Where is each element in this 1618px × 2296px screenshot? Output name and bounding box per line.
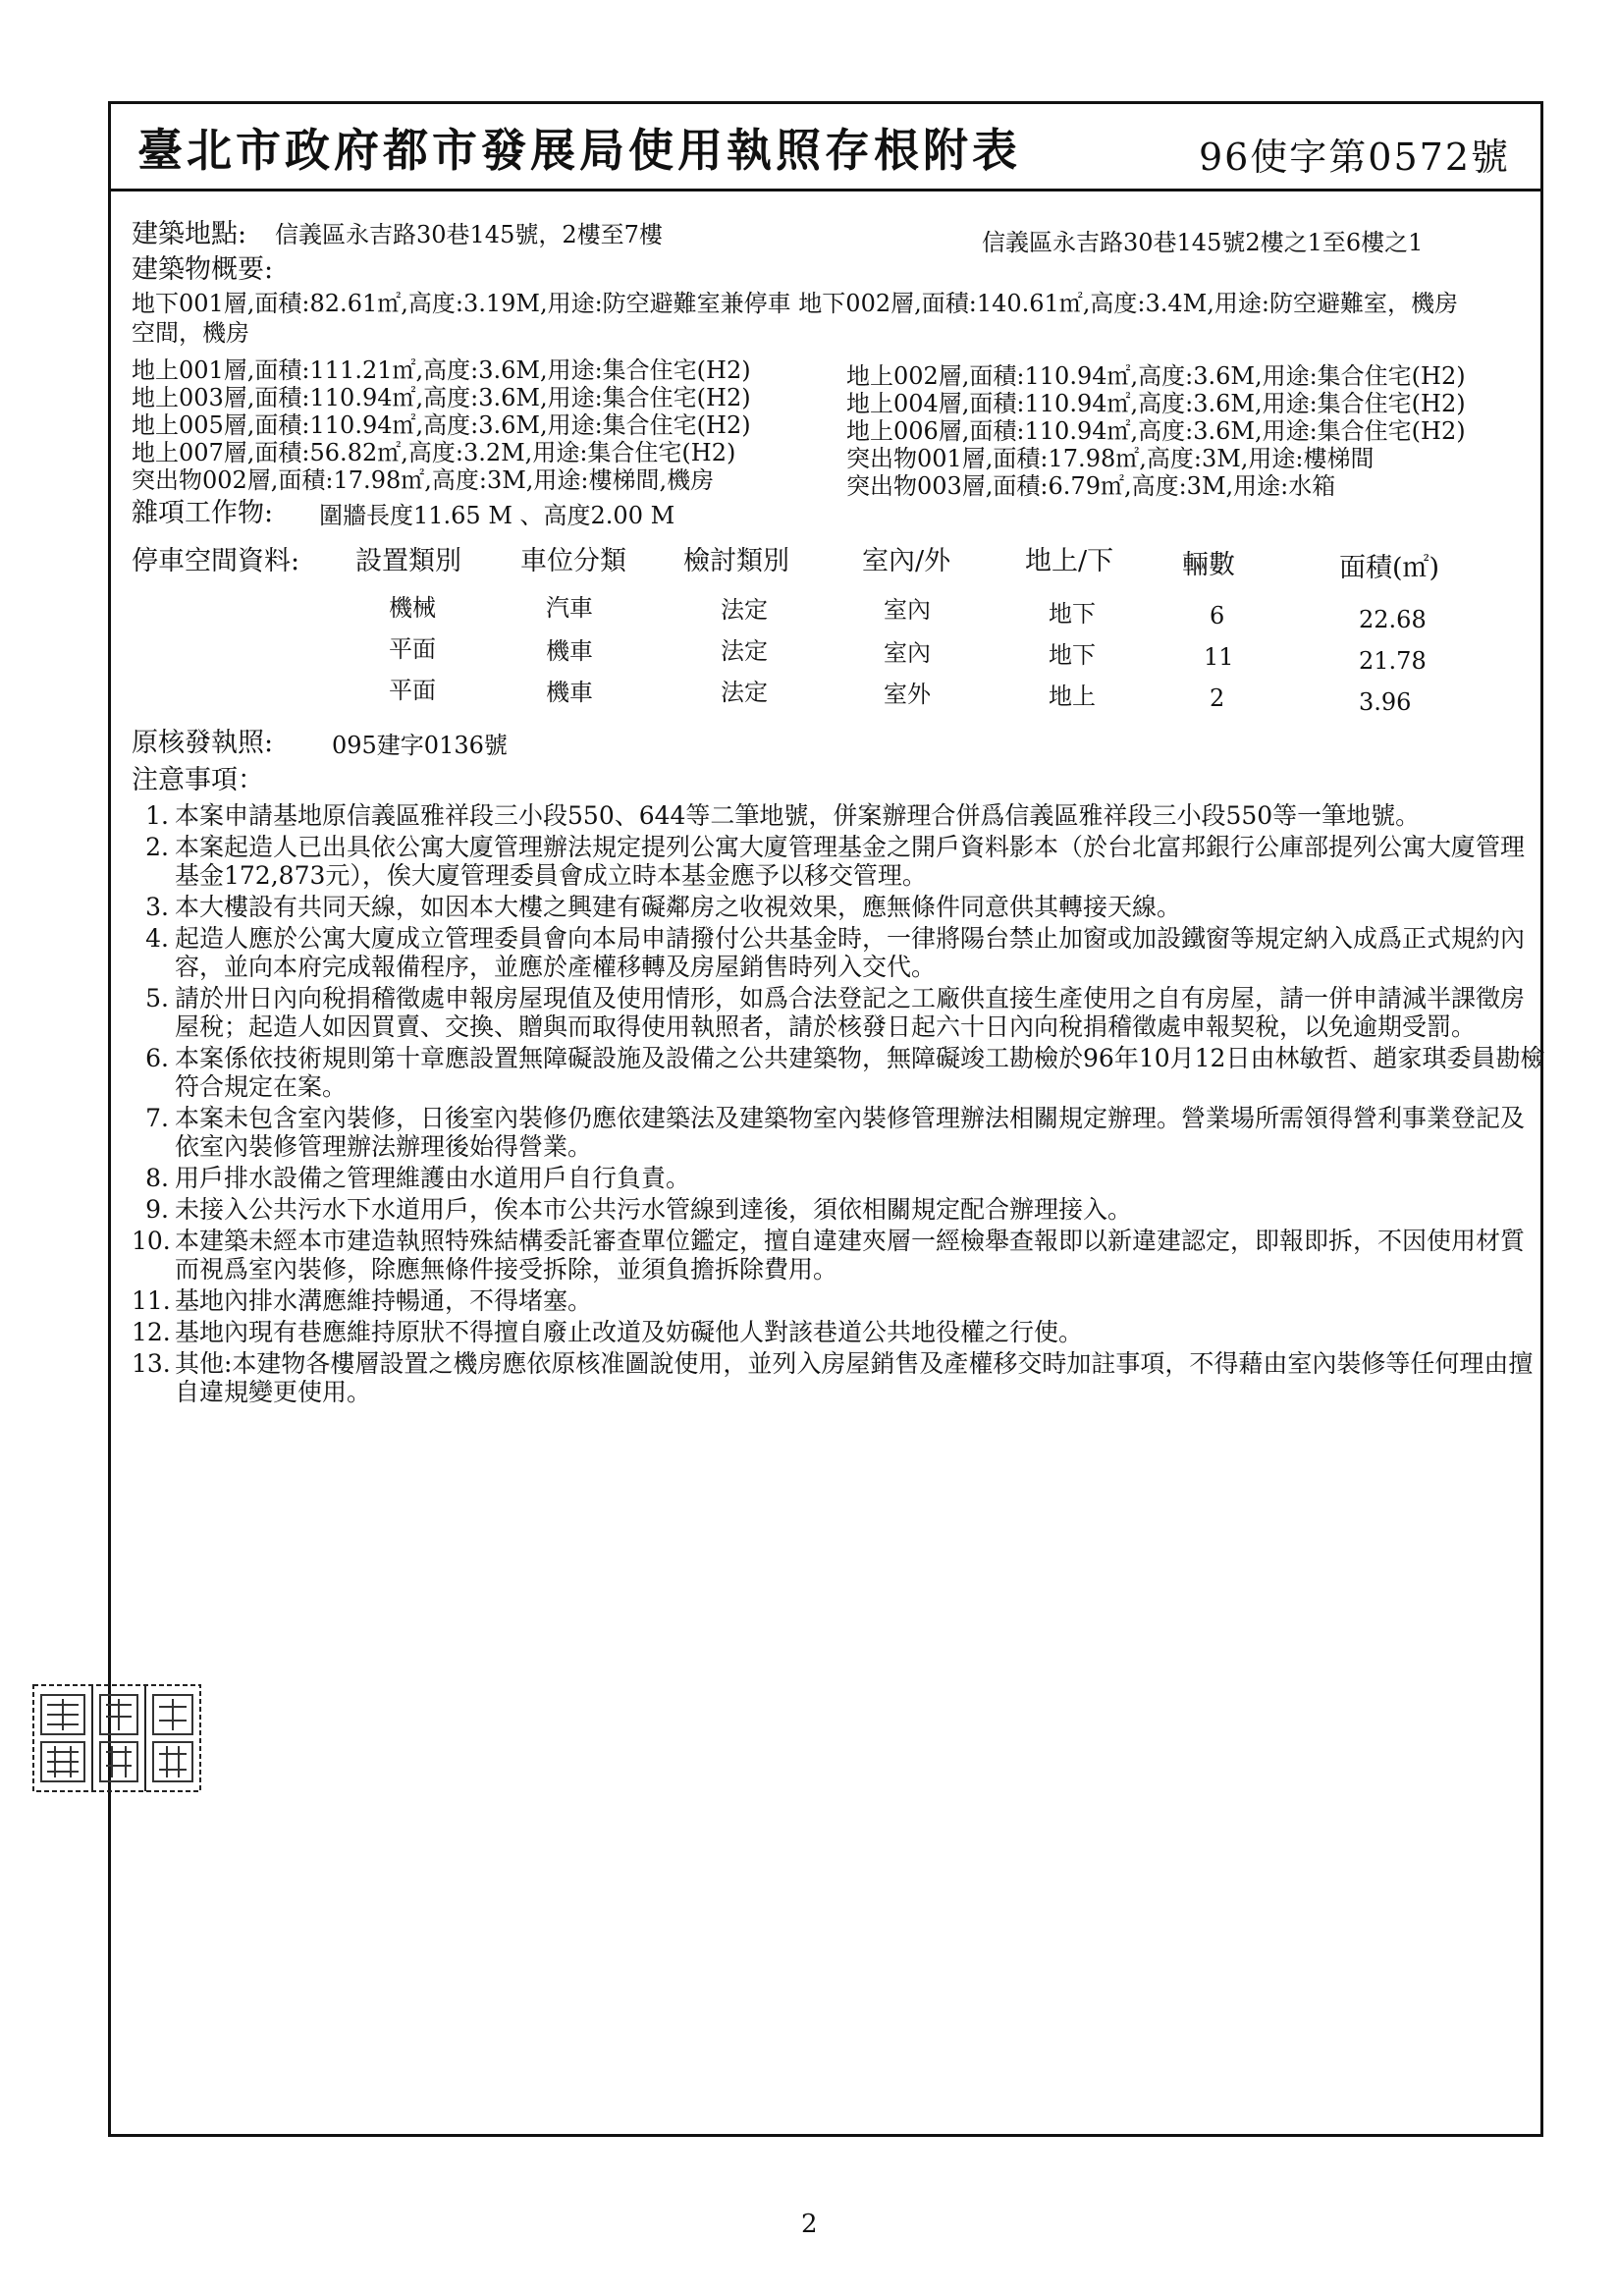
floor-left-5: 突出物002層,面積:17.98㎡,高度:3M,用途:樓梯間,機房	[132, 466, 715, 494]
note-number: 11.	[132, 1286, 171, 1315]
note-number: 2.	[145, 833, 169, 861]
note-item	[132, 1104, 1545, 1161]
note-number: 4.	[145, 924, 169, 953]
note-number: 7.	[145, 1104, 169, 1132]
parking-cell: 室外	[884, 681, 931, 708]
floor-left-3: 地上005層,面積:110.94㎡,高度:3.6M,用途:集合住宅(H2)	[132, 411, 751, 439]
note-text: 本案係依技術規則第十章應設置無障礙設施及設備之公共建築物，無障礙竣工勘檢於96年10月12日由林敏哲、趙家琪委員勘檢符合規定在案。	[175, 1044, 1545, 1101]
parking-cell: 法定	[721, 637, 768, 665]
note-item	[132, 801, 1545, 830]
parking-cell: 室內	[884, 639, 931, 667]
note-text: 本建築未經本市建造執照特殊結構委託審查單位鑑定，擅自違建夾層一經檢舉查報即以新違建認定，即報即拆，不因使用材質而視爲室內裝修，除應無條件接受拆除，並須負擔拆除費用。	[175, 1227, 1526, 1284]
parking-cell: 3.96	[1359, 688, 1412, 716]
floor-left-4: 地上007層,面積:56.82㎡,高度:3.2M,用途:集合住宅(H2)	[132, 439, 736, 466]
misc-label: 雜項工作物:	[132, 498, 274, 528]
title-row	[108, 101, 1543, 191]
misc-value: 圍牆長度11.65 M 、高度2.00 M	[319, 502, 675, 529]
note-item	[132, 1318, 1545, 1346]
parking-header-3: 檢討類別	[683, 546, 789, 576]
parking-header-6: 輛數	[1182, 550, 1235, 580]
notes-label: 注意事項：	[132, 765, 264, 795]
note-item	[132, 1164, 1545, 1192]
parking-cell: 法定	[721, 596, 768, 624]
note-number: 12.	[132, 1318, 171, 1346]
document-title: 臺北市政府都市發展局使用執照存根附表	[137, 124, 1021, 177]
note-item	[132, 924, 1545, 981]
note-number: 3.	[145, 893, 169, 921]
note-text: 用戶排水設備之管理維護由水道用戶自行負責。	[175, 1164, 691, 1192]
note-number: 10.	[132, 1227, 171, 1255]
note-text: 本案未包含室內裝修，日後室內裝修仍應依建築法及建築物室內裝修管理辦法相關規定辦理。營業場所需領得營利事業登記及依室內裝修管理辦法辦理後始得營業。	[175, 1104, 1526, 1161]
note-text: 本案起造人已出具依公寓大廈管理辦法規定提列公寓大廈管理基金之開戶資料影本（於台北富邦銀行公庫部提列公寓大廈管理基金172,873元），俟大廈管理委員會成立時本基金應予以移交管理。	[175, 833, 1526, 890]
parking-header-1: 設置類別	[355, 546, 461, 576]
note-number: 6.	[145, 1044, 169, 1072]
note-number: 8.	[145, 1164, 169, 1192]
parking-header-5: 地上/下	[1025, 546, 1114, 576]
parking-cell: 11	[1204, 643, 1234, 671]
note-item	[132, 893, 1545, 921]
note-item	[132, 1195, 1545, 1224]
parking-cell: 機車	[546, 637, 593, 665]
note-text: 本大樓設有共同天線，如因本大樓之興建有礙鄰房之收視效果，應無條件同意供其轉接天線。	[175, 893, 1182, 921]
floor-right-1: 地上002層,面積:110.94㎡,高度:3.6M,用途:集合住宅(H2)	[846, 362, 1466, 390]
note-item	[132, 984, 1545, 1041]
note-item	[132, 1286, 1545, 1315]
site-address-right: 信義區永吉路30巷145號2樓之1至6樓之1	[982, 229, 1424, 256]
note-text: 本案申請基地原信義區雅祥段三小段550、644等二筆地號，併案辦理合併爲信義區雅祥段三小段550等一筆地號。	[175, 801, 1421, 830]
note-item	[132, 1044, 1545, 1101]
note-item	[132, 1349, 1545, 1406]
floor-right-5: 突出物003層,面積:6.79㎡,高度:3M,用途:水箱	[846, 472, 1336, 500]
parking-cell: 機車	[546, 679, 593, 706]
floor-right-4: 突出物001層,面積:17.98㎡,高度:3M,用途:樓梯間	[846, 445, 1375, 472]
parking-header-2: 車位分類	[520, 546, 626, 576]
floor-right-2: 地上004層,面積:110.94㎡,高度:3.6M,用途:集合住宅(H2)	[846, 390, 1466, 417]
parking-cell: 21.78	[1359, 647, 1427, 675]
note-number: 1.	[145, 801, 169, 830]
note-number: 5.	[145, 984, 169, 1012]
parking-cell: 室內	[884, 596, 931, 624]
parking-cell: 地下	[1049, 600, 1096, 628]
basement-line-1: 地下001層,面積:82.61㎡,高度:3.19M,用途:防空避難室兼停車 地下002層,面積:140.61㎡,高度:3.4M,用途:防空避難室，機房	[132, 290, 1458, 317]
note-text: 基地內現有巷應維持原狀不得擅自廢止改道及妨礙他人對該巷道公共地役權之行使。	[175, 1318, 1084, 1346]
note-text: 未接入公共污水下水道用戶，俟本市公共污水管線到達後，須依相關規定配合辦理接入。	[175, 1195, 1133, 1224]
original-license-label: 原核發執照:	[132, 728, 274, 758]
note-text: 基地內排水溝應維持暢通，不得堵塞。	[175, 1286, 593, 1315]
note-number: 13.	[132, 1349, 171, 1378]
site-label: 建築地點:	[132, 219, 247, 249]
parking-header-7: 面積(㎡)	[1339, 553, 1440, 583]
parking-label: 停車空間資料:	[132, 546, 300, 576]
basement-line-2: 空間，機房	[132, 319, 249, 347]
parking-cell: 機械	[389, 594, 436, 622]
note-item	[132, 833, 1545, 890]
overview-label: 建築物概要:	[132, 254, 274, 285]
note-text: 起造人應於公寓大廈成立管理委員會向本局申請撥付公共基金時，一律將陽台禁止加窗或加設鐵窗等規定納入成爲正式規約內容，並向本府完成報備程序，並應於產權移轉及房屋銷售時列入交代。	[175, 924, 1526, 981]
parking-cell: 地下	[1049, 641, 1096, 669]
note-text: 請於卅日內向稅捐稽徵處申報房屋現值及使用情形，如爲合法登記之工廠供直接生產使用之自有房屋，請一併申請減半課徵房屋稅；起造人如因買賣、交換、贈與而取得使用執照者，請於核發日起六十日內向稅捐稽徵處申報契稅，以免逾期受罰。	[175, 984, 1526, 1041]
parking-cell: 6	[1210, 602, 1225, 629]
parking-cell: 法定	[721, 679, 768, 706]
floor-left-2: 地上003層,面積:110.94㎡,高度:3.6M,用途:集合住宅(H2)	[132, 384, 751, 411]
parking-cell: 地上	[1049, 683, 1096, 710]
page-number: 2	[801, 2210, 818, 2239]
floor-right-3: 地上006層,面積:110.94㎡,高度:3.6M,用途:集合住宅(H2)	[846, 417, 1466, 445]
official-seal-stamp	[31, 1681, 204, 1795]
parking-cell: 2	[1210, 684, 1225, 712]
original-license-value: 095建字0136號	[332, 732, 508, 759]
parking-cell: 22.68	[1359, 606, 1427, 633]
parking-header-4: 室內/外	[862, 546, 951, 576]
note-text: 其他:本建物各樓層設置之機房應依原核准圖說使用，並列入房屋銷售及產權移交時加註事項，不得藉由室內裝修等任何理由擅自違規變更使用。	[175, 1349, 1534, 1406]
document-number: 96使字第0572號	[1198, 136, 1510, 179]
note-item	[132, 1227, 1545, 1284]
notes-list	[132, 801, 1545, 1409]
parking-cell: 汽車	[546, 594, 593, 622]
floor-left-1: 地上001層,面積:111.21㎡,高度:3.6M,用途:集合住宅(H2)	[132, 356, 751, 384]
parking-cell: 平面	[389, 677, 436, 704]
note-number: 9.	[145, 1195, 169, 1224]
site-address: 信義區永吉路30巷145號，2樓至7樓	[275, 221, 663, 248]
parking-cell: 平面	[389, 635, 436, 663]
